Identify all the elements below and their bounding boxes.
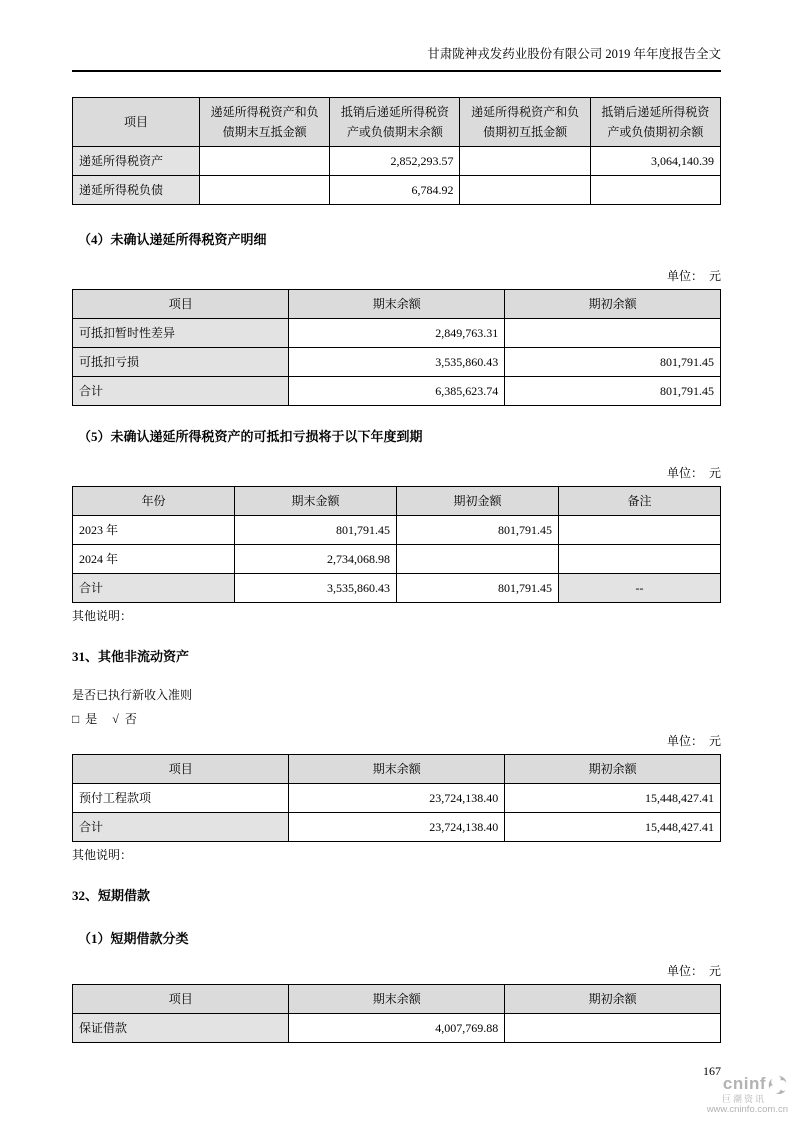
table-cell: 3,064,140.39 — [590, 147, 720, 176]
table-cell: 预付工程款项 — [73, 784, 289, 813]
cninfo-brand-text: cninf — [722, 1074, 766, 1094]
table-cell — [200, 176, 330, 205]
column-header: 期初余额 — [505, 290, 721, 319]
cninfo-site-url: www.cninfo.com.cn — [706, 1103, 788, 1115]
column-header: 期初余额 — [505, 755, 721, 784]
unit-note: 单位： 元 — [666, 466, 721, 480]
table-cell: 2,734,068.98 — [235, 545, 397, 574]
table-cell — [200, 147, 330, 176]
column-header: 抵销后递延所得税资产或负债期初余额 — [590, 98, 720, 147]
table-header-row — [73, 290, 721, 319]
table-cell: 801,791.45 — [235, 516, 397, 545]
column-header: 期末余额 — [289, 985, 505, 1014]
table-cell: 保证借款 — [73, 1014, 289, 1043]
column-header: 期末余额 — [289, 755, 505, 784]
column-header: 期初金额 — [397, 487, 559, 516]
table-header-row — [73, 98, 721, 147]
short-term-loans-table — [72, 984, 721, 1043]
table-cell: 3,535,860.43 — [235, 574, 397, 603]
no-label: 否 — [124, 712, 137, 726]
yes-no-choice-line — [72, 711, 721, 727]
table-cell: 2,849,763.31 — [289, 319, 505, 348]
unit-note: 单位： 元 — [666, 734, 721, 748]
other-noncurrent-assets-table — [72, 754, 721, 842]
table-cell: 15,448,427.41 — [505, 813, 721, 842]
table-cell: 递延所得税负债 — [73, 176, 200, 205]
section-4-heading: （4）未确认递延所得税资产明细 — [78, 232, 267, 247]
table-row — [73, 176, 721, 205]
report-header-title: 甘肃陇神戎发药业股份有限公司 2019 年年度报告全文 — [427, 47, 721, 61]
table-cell: 801,791.45 — [505, 377, 721, 406]
table-cell — [559, 516, 721, 545]
table-cell: 23,724,138.40 — [289, 813, 505, 842]
table-cell: 801,791.45 — [505, 348, 721, 377]
column-header: 递延所得税资产和负债期末互抵金额 — [200, 98, 330, 147]
column-header: 期末金额 — [235, 487, 397, 516]
cninfo-caption: 巨潮资讯 — [721, 1093, 766, 1104]
table-row — [73, 348, 721, 377]
table-header-row — [73, 487, 721, 516]
table-cell — [397, 545, 559, 574]
table-row — [73, 1014, 721, 1043]
table-row — [73, 319, 721, 348]
table-cell: 合计 — [73, 377, 289, 406]
table-cell: 可抵扣亏损 — [73, 348, 289, 377]
table-cell: 6,385,623.74 — [289, 377, 505, 406]
section-5-heading: （5）未确认递延所得税资产的可抵扣亏损将于以下年度到期 — [78, 429, 423, 444]
new-revenue-standard-question: 是否已执行新收入准则 — [72, 688, 193, 702]
table-cell: 2,852,293.57 — [330, 147, 460, 176]
table-cell — [590, 176, 720, 205]
table-cell: 4,007,769.88 — [289, 1014, 505, 1043]
table-cell: 可抵扣暂时性差异 — [73, 319, 289, 348]
column-header: 递延所得税资产和负债期初互抵金额 — [460, 98, 590, 147]
section-32-heading: 32、短期借款 — [72, 888, 151, 903]
table-cell: 801,791.45 — [397, 574, 559, 603]
column-header: 项目 — [73, 290, 289, 319]
column-header: 项目 — [73, 755, 289, 784]
table-cell: 15,448,427.41 — [505, 784, 721, 813]
cninfo-logo — [678, 1075, 788, 1115]
column-header: 抵销后递延所得税资产或负债期末余额 — [330, 98, 460, 147]
cninfo-swirl-icon — [768, 1075, 788, 1095]
other-notes-label: 其他说明： — [72, 848, 133, 862]
page-number: 167 — [703, 1064, 721, 1078]
table-cell — [505, 319, 721, 348]
column-header: 期初余额 — [505, 985, 721, 1014]
table-cell: -- — [559, 574, 721, 603]
table-cell: 2023 年 — [73, 516, 235, 545]
checkmark-no-icon: √ — [112, 712, 119, 726]
table-row — [73, 147, 721, 176]
section-31-heading: 31、其他非流动资产 — [72, 649, 190, 664]
checkbox-yes-icon: □ — [72, 712, 80, 726]
table-header-row — [73, 755, 721, 784]
table-cell: 3,535,860.43 — [289, 348, 505, 377]
table-cell: 合计 — [73, 813, 289, 842]
table-row — [73, 545, 721, 574]
table-cell — [460, 176, 590, 205]
table-row — [73, 377, 721, 406]
yes-label: 是 — [85, 712, 98, 726]
column-header: 年份 — [73, 487, 235, 516]
table-cell: 6,784.92 — [330, 176, 460, 205]
unit-note: 单位： 元 — [666, 964, 721, 978]
column-header: 备注 — [559, 487, 721, 516]
deductible-loss-expiry-table — [72, 486, 721, 603]
unit-note: 单位： 元 — [666, 269, 721, 283]
deferred-tax-offset-table — [72, 97, 721, 205]
table-cell: 801,791.45 — [397, 516, 559, 545]
table-row — [73, 784, 721, 813]
table-cell: 递延所得税资产 — [73, 147, 200, 176]
table-cell — [505, 1014, 721, 1043]
table-cell: 23,724,138.40 — [289, 784, 505, 813]
column-header: 项目 — [73, 985, 289, 1014]
table-cell: 合计 — [73, 574, 235, 603]
table-cell — [460, 147, 590, 176]
other-notes-label: 其他说明： — [72, 609, 133, 623]
section-32-1-heading: （1）短期借款分类 — [78, 931, 189, 946]
table-header-row — [73, 985, 721, 1014]
table-row — [73, 574, 721, 603]
header-divider — [72, 70, 721, 72]
column-header: 项目 — [73, 98, 200, 147]
table-cell — [559, 545, 721, 574]
table-row — [73, 813, 721, 842]
unrecognized-deferred-tax-table — [72, 289, 721, 406]
table-cell: 2024 年 — [73, 545, 235, 574]
column-header: 期末余额 — [289, 290, 505, 319]
table-row — [73, 516, 721, 545]
